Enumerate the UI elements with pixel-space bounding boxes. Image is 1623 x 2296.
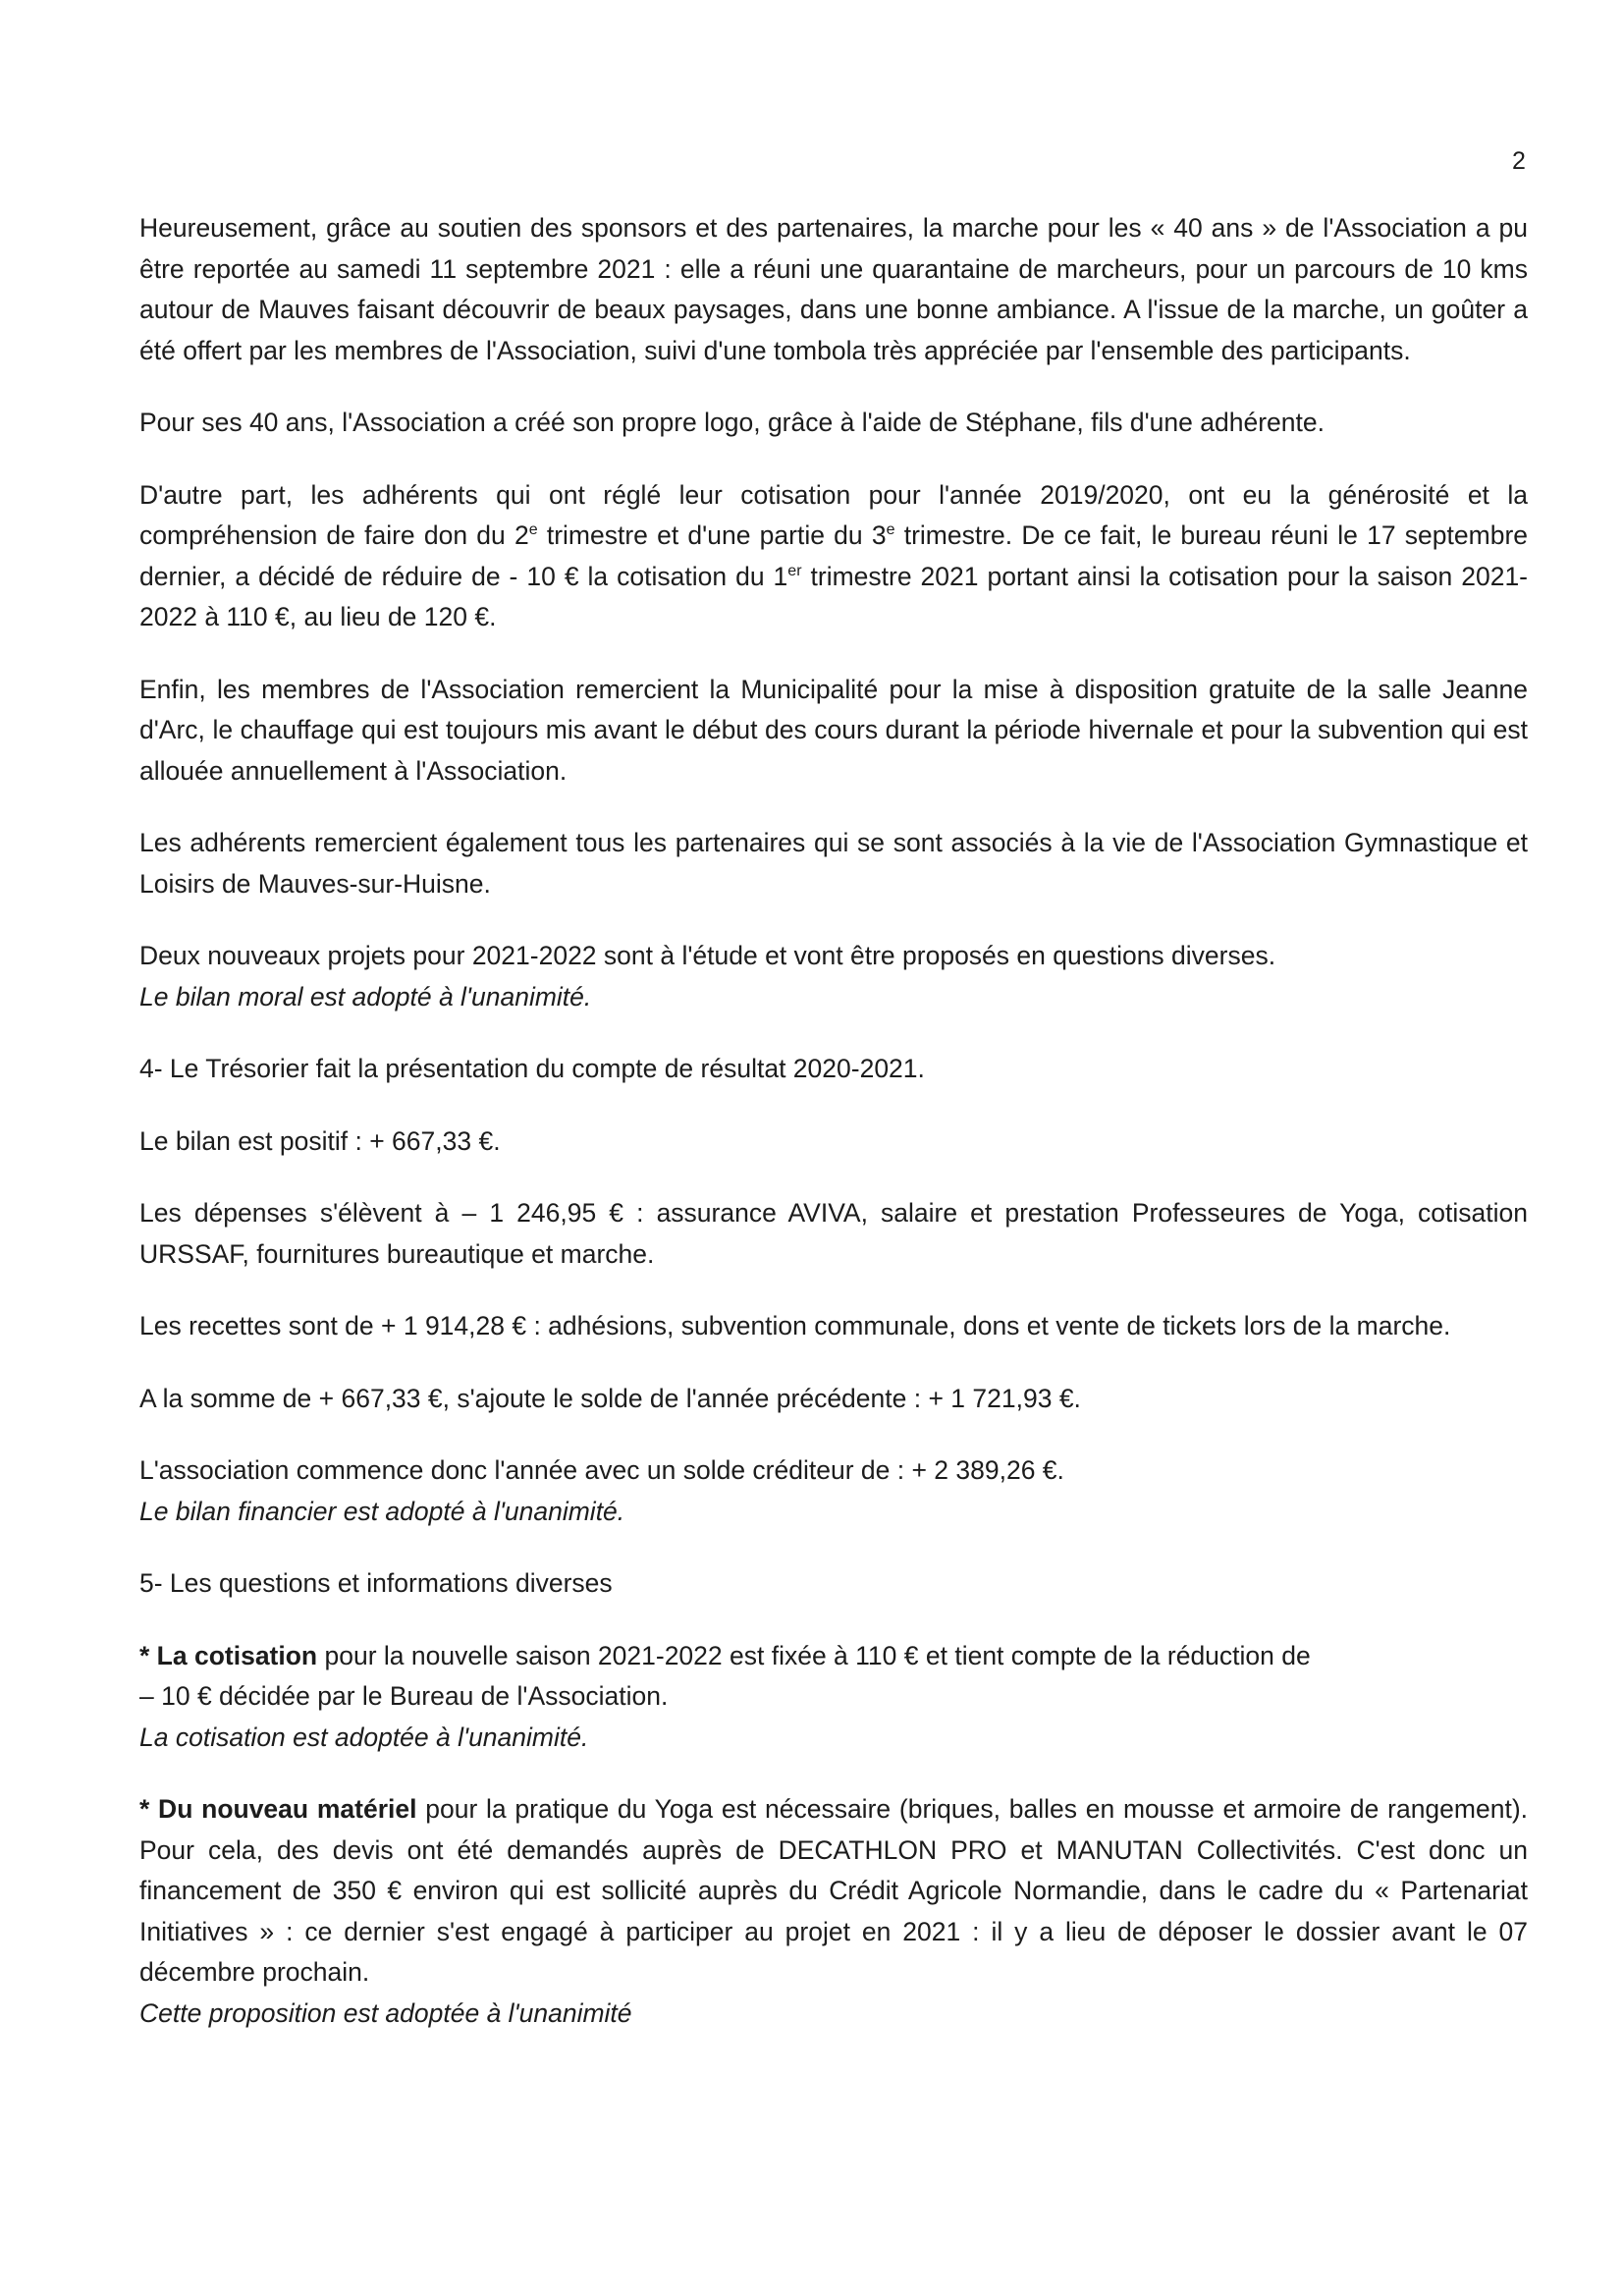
paragraph-marche: Heureusement, grâce au soutien des sponsors et des partenaires, la marche pour les « 40 ans » de l'Association a pu être reportée au samedi 11 septembre 2021 : elle a réuni une quarantaine de marcheurs, pour un parcours de 10 kms autour de Mauves faisant découvrir de beaux paysages, dans une bonne ambiance. A l'issue de la marche, un goûter a été offert par les membres de l'Association, suivi d'une tombola très appréciée par l'ensemble des participants. xyxy=(139,213,1528,365)
text-segment: trimestre. De ce fait, le bureau réuni le 17 septembre dernier, a décidé de réduire de - 10 € la cotisation du 1 xyxy=(139,520,1529,591)
paragraph-depenses: Les dépenses s'élèvent à – 1 246,95 € : assurance AVIVA, salaire et prestation Professeures de Yoga, cotisation URSSAF, fournitures bureautique et marche. xyxy=(139,1198,1528,1269)
paragraph-cotisation-reduction xyxy=(139,475,1528,638)
materiel-adoptee: Cette proposition est adoptée à l'unanimité xyxy=(139,1997,632,2028)
text-projets: Deux nouveaux projets pour 2021-2022 sont à l'étude et vont être proposés en questions diverses. xyxy=(139,941,1276,970)
superscript: e xyxy=(528,521,538,539)
paragraph-municipalite: Enfin, les membres de l'Association remercient la Municipalité pour la mise à disposition gratuite de la salle Jeanne d'Arc, le chauffage qui est toujours mis avant le début des cours durant la période hivernale et pour la subvention qui est allouée annuellement à l'Association. xyxy=(139,674,1528,786)
bilan-financier-adopte: Le bilan financier est adopté à l'unanimité. xyxy=(139,1496,625,1526)
text-segment: – 10 € décidée par le Bureau de l'Association. xyxy=(139,1681,669,1711)
document-body xyxy=(139,208,1528,2065)
text-segment: trimestre 2021 portant ainsi la cotisation pour la saison 2021-2022 à 110 €, au lieu de 120 €. xyxy=(139,561,1529,631)
paragraph-tresorier: 4- Le Trésorier fait la présentation du compte de résultat 2020-2021. xyxy=(139,1054,925,1083)
paragraph-solde xyxy=(139,1450,1528,1532)
paragraph-partenaires: Les adhérents remercient également tous les partenaires qui se sont associés à la vie de l'Association Gymnastique et Loisirs de Mauves-sur-Huisne. xyxy=(139,828,1528,899)
text-segment: D'autre part, les adhérents qui ont réglé leur cotisation pour l'année 2019/2020, ont eu la générosité et la compréhension de faire don du 2 xyxy=(139,479,1528,550)
bold-lead: * La cotisation xyxy=(139,1640,318,1670)
text-segment: pour la nouvelle saison 2021-2022 est fixée à 110 € et tient compte de la réduction de xyxy=(317,1640,1311,1670)
paragraph-bilan-positif: Le bilan est positif : + 667,33 €. xyxy=(139,1125,501,1156)
paragraph-logo: Pour ses 40 ans, l'Association a créé son propre logo, grâce à l'aide de Stéphane, fils d'une adhérente. xyxy=(139,408,1325,437)
section-questions-diverses: 5- Les questions et informations diverses xyxy=(139,1568,613,1598)
text-segment: pour la pratique du Yoga est nécessaire (briques, balles en mousse et armoire de rangement). Pour cela, des devis ont été demandés auprès de DECATHLON PRO et MANUTAN Collectivités. C'est donc un financement de 350 € environ qui est sollicité auprès du Crédit Agricole Normandie, dans le cadre du « Partenariat Initiatives » : ce dernier s'est engagé à participer au projet en 2021 : il y a lieu de déposer le dossier avant le 07 décembre prochain. xyxy=(139,1794,1529,1987)
superscript: er xyxy=(787,562,802,579)
bold-lead: * Du nouveau matériel xyxy=(139,1794,417,1824)
paragraph-recettes: Les recettes sont de + 1 914,28 € : adhésions, subvention communale, dons et vente de tickets lors de la marche. xyxy=(139,1311,1451,1340)
text-segment: trimestre et d'une partie du 3 xyxy=(537,520,887,550)
paragraph-cotisation xyxy=(139,1636,1528,1759)
cotisation-adoptee: La cotisation est adoptée à l'unanimité. xyxy=(139,1722,589,1752)
paragraph-materiel xyxy=(139,1789,1528,2034)
text-solde: L'association commence donc l'année avec un solde créditeur de : + 2 389,26 €. xyxy=(139,1455,1064,1485)
superscript: e xyxy=(886,521,895,539)
bilan-moral-adopte: Le bilan moral est adopté à l'unanimité. xyxy=(139,981,592,1011)
paragraph-somme: A la somme de + 667,33 €, s'ajoute le solde de l'année précédente : + 1 721,93 €. xyxy=(139,1383,1081,1413)
paragraph-projets xyxy=(139,936,1528,1017)
page-number: 2 xyxy=(1512,147,1526,175)
